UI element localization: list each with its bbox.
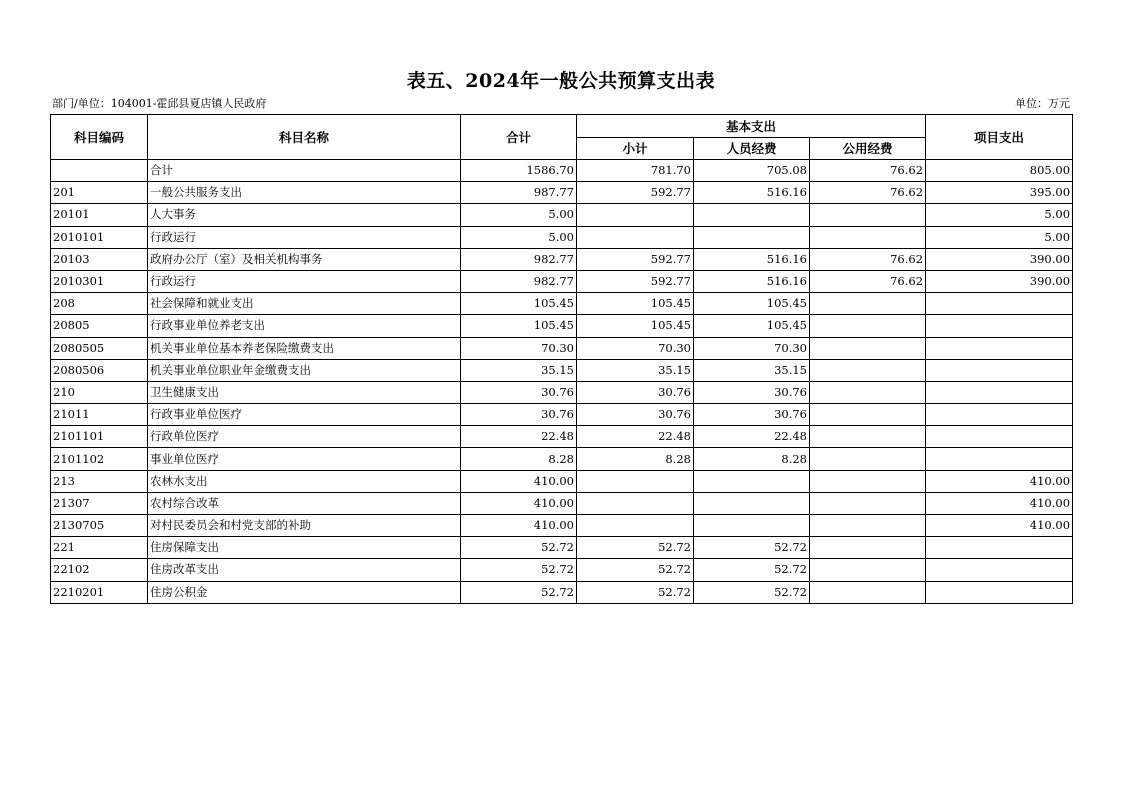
cell-code: 20103 bbox=[51, 248, 148, 270]
cell-subtotal: 8.28 bbox=[577, 448, 694, 470]
cell-project bbox=[926, 315, 1073, 337]
cell-name: 合计 bbox=[148, 160, 461, 182]
cell-name: 人大事务 bbox=[148, 204, 461, 226]
header-name: 科目名称 bbox=[148, 115, 461, 160]
cell-personnel: 516.16 bbox=[694, 248, 810, 270]
cell-public bbox=[810, 448, 926, 470]
budget-table bbox=[50, 114, 1073, 604]
cell-subtotal: 52.72 bbox=[577, 581, 694, 603]
cell-personnel: 22.48 bbox=[694, 426, 810, 448]
cell-project: 390.00 bbox=[926, 270, 1073, 292]
cell-total: 410.00 bbox=[461, 470, 577, 492]
cell-public bbox=[810, 359, 926, 381]
cell-personnel bbox=[694, 226, 810, 248]
cell-name: 住房保障支出 bbox=[148, 537, 461, 559]
cell-project bbox=[926, 381, 1073, 403]
header-public: 公用经费 bbox=[810, 138, 926, 160]
header-code: 科目编码 bbox=[51, 115, 148, 160]
cell-project: 390.00 bbox=[926, 248, 1073, 270]
cell-name: 行政事业单位养老支出 bbox=[148, 315, 461, 337]
cell-code: 21307 bbox=[51, 492, 148, 514]
cell-name: 政府办公厅（室）及相关机构事务 bbox=[148, 248, 461, 270]
cell-subtotal bbox=[577, 470, 694, 492]
cell-public: 76.62 bbox=[810, 270, 926, 292]
cell-personnel: 516.16 bbox=[694, 270, 810, 292]
cell-code: 201 bbox=[51, 182, 148, 204]
cell-subtotal: 105.45 bbox=[577, 315, 694, 337]
cell-project bbox=[926, 426, 1073, 448]
cell-name: 农村综合改革 bbox=[148, 492, 461, 514]
cell-name: 机关事业单位职业年金缴费支出 bbox=[148, 359, 461, 381]
cell-code: 2010301 bbox=[51, 270, 148, 292]
cell-public bbox=[810, 226, 926, 248]
cell-subtotal: 52.72 bbox=[577, 537, 694, 559]
table-body bbox=[51, 160, 1073, 604]
cell-personnel bbox=[694, 515, 810, 537]
table-row bbox=[51, 226, 1073, 248]
cell-code: 208 bbox=[51, 293, 148, 315]
cell-project bbox=[926, 448, 1073, 470]
table-row bbox=[51, 204, 1073, 226]
cell-subtotal bbox=[577, 204, 694, 226]
cell-subtotal: 105.45 bbox=[577, 293, 694, 315]
cell-subtotal: 70.30 bbox=[577, 337, 694, 359]
cell-code bbox=[51, 160, 148, 182]
cell-total: 410.00 bbox=[461, 492, 577, 514]
cell-subtotal: 35.15 bbox=[577, 359, 694, 381]
cell-total: 30.76 bbox=[461, 381, 577, 403]
table-row bbox=[51, 315, 1073, 337]
cell-total: 30.76 bbox=[461, 404, 577, 426]
table-row bbox=[51, 337, 1073, 359]
cell-code: 21011 bbox=[51, 404, 148, 426]
cell-personnel: 705.08 bbox=[694, 160, 810, 182]
cell-project bbox=[926, 337, 1073, 359]
cell-public bbox=[810, 426, 926, 448]
cell-personnel: 516.16 bbox=[694, 182, 810, 204]
unit-line bbox=[52, 97, 1070, 111]
cell-project: 5.00 bbox=[926, 226, 1073, 248]
cell-code: 210 bbox=[51, 381, 148, 403]
cell-name: 机关事业单位基本养老保险缴费支出 bbox=[148, 337, 461, 359]
cell-total: 5.00 bbox=[461, 204, 577, 226]
cell-code: 213 bbox=[51, 470, 148, 492]
cell-total: 987.77 bbox=[461, 182, 577, 204]
cell-name: 行政运行 bbox=[148, 270, 461, 292]
cell-personnel bbox=[694, 204, 810, 226]
cell-total: 52.72 bbox=[461, 581, 577, 603]
cell-subtotal: 30.76 bbox=[577, 404, 694, 426]
cell-code: 221 bbox=[51, 537, 148, 559]
cell-name: 住房改革支出 bbox=[148, 559, 461, 581]
cell-public bbox=[810, 204, 926, 226]
header-basic: 基本支出 bbox=[577, 115, 926, 138]
cell-public: 76.62 bbox=[810, 160, 926, 182]
table-row bbox=[51, 426, 1073, 448]
cell-public bbox=[810, 293, 926, 315]
cell-project: 410.00 bbox=[926, 515, 1073, 537]
cell-name: 事业单位医疗 bbox=[148, 448, 461, 470]
cell-code: 2101101 bbox=[51, 426, 148, 448]
cell-project: 410.00 bbox=[926, 470, 1073, 492]
cell-total: 5.00 bbox=[461, 226, 577, 248]
cell-public: 76.62 bbox=[810, 248, 926, 270]
cell-personnel: 30.76 bbox=[694, 404, 810, 426]
table-row bbox=[51, 270, 1073, 292]
cell-subtotal bbox=[577, 492, 694, 514]
cell-public bbox=[810, 470, 926, 492]
cell-project bbox=[926, 293, 1073, 315]
cell-name: 社会保障和就业支出 bbox=[148, 293, 461, 315]
table-row bbox=[51, 381, 1073, 403]
cell-subtotal: 592.77 bbox=[577, 270, 694, 292]
cell-public bbox=[810, 492, 926, 514]
cell-project bbox=[926, 404, 1073, 426]
header-row-1 bbox=[51, 115, 1073, 138]
cell-code: 2080505 bbox=[51, 337, 148, 359]
cell-name: 行政事业单位医疗 bbox=[148, 404, 461, 426]
table-row bbox=[51, 293, 1073, 315]
cell-public bbox=[810, 537, 926, 559]
cell-public: 76.62 bbox=[810, 182, 926, 204]
unit-label: 单位：万元 bbox=[1015, 97, 1070, 110]
cell-project: 805.00 bbox=[926, 160, 1073, 182]
header-total: 合计 bbox=[461, 115, 577, 160]
cell-public bbox=[810, 404, 926, 426]
cell-total: 22.48 bbox=[461, 426, 577, 448]
cell-name: 一般公共服务支出 bbox=[148, 182, 461, 204]
cell-project bbox=[926, 537, 1073, 559]
table-row bbox=[51, 160, 1073, 182]
cell-personnel: 35.15 bbox=[694, 359, 810, 381]
table-row bbox=[51, 248, 1073, 270]
cell-code: 2210201 bbox=[51, 581, 148, 603]
cell-personnel bbox=[694, 492, 810, 514]
header-subtotal: 小计 bbox=[577, 138, 694, 160]
cell-subtotal: 592.77 bbox=[577, 248, 694, 270]
cell-name: 卫生健康支出 bbox=[148, 381, 461, 403]
header-personnel: 人员经费 bbox=[694, 138, 810, 160]
cell-project bbox=[926, 359, 1073, 381]
table-row bbox=[51, 404, 1073, 426]
department-label: 部门/单位：104001-霍邱县夏店镇人民政府 bbox=[52, 97, 267, 110]
table-row bbox=[51, 581, 1073, 603]
table-row bbox=[51, 448, 1073, 470]
cell-total: 105.45 bbox=[461, 293, 577, 315]
cell-personnel: 70.30 bbox=[694, 337, 810, 359]
page-title: 表五、2024年一般公共预算支出表 bbox=[406, 70, 716, 92]
cell-total: 52.72 bbox=[461, 537, 577, 559]
cell-total: 8.28 bbox=[461, 448, 577, 470]
cell-total: 35.15 bbox=[461, 359, 577, 381]
cell-code: 2080506 bbox=[51, 359, 148, 381]
table-row bbox=[51, 537, 1073, 559]
cell-personnel: 105.45 bbox=[694, 293, 810, 315]
cell-total: 105.45 bbox=[461, 315, 577, 337]
cell-subtotal: 781.70 bbox=[577, 160, 694, 182]
cell-code: 22102 bbox=[51, 559, 148, 581]
cell-public bbox=[810, 559, 926, 581]
cell-total: 1586.70 bbox=[461, 160, 577, 182]
cell-total: 982.77 bbox=[461, 248, 577, 270]
cell-subtotal: 22.48 bbox=[577, 426, 694, 448]
cell-project bbox=[926, 581, 1073, 603]
cell-name: 农林水支出 bbox=[148, 470, 461, 492]
cell-personnel: 8.28 bbox=[694, 448, 810, 470]
cell-total: 410.00 bbox=[461, 515, 577, 537]
cell-personnel: 52.72 bbox=[694, 581, 810, 603]
cell-code: 2101102 bbox=[51, 448, 148, 470]
table-row bbox=[51, 559, 1073, 581]
cell-project: 5.00 bbox=[926, 204, 1073, 226]
cell-project: 410.00 bbox=[926, 492, 1073, 514]
cell-code: 2130705 bbox=[51, 515, 148, 537]
cell-name: 住房公积金 bbox=[148, 581, 461, 603]
cell-name: 对村民委员会和村党支部的补助 bbox=[148, 515, 461, 537]
cell-public bbox=[810, 581, 926, 603]
cell-name: 行政运行 bbox=[148, 226, 461, 248]
table-row bbox=[51, 359, 1073, 381]
cell-personnel: 30.76 bbox=[694, 381, 810, 403]
cell-public bbox=[810, 315, 926, 337]
cell-subtotal: 30.76 bbox=[577, 381, 694, 403]
cell-subtotal bbox=[577, 226, 694, 248]
cell-personnel: 52.72 bbox=[694, 559, 810, 581]
cell-code: 20805 bbox=[51, 315, 148, 337]
cell-personnel: 105.45 bbox=[694, 315, 810, 337]
cell-public bbox=[810, 337, 926, 359]
cell-public bbox=[810, 515, 926, 537]
cell-name: 行政单位医疗 bbox=[148, 426, 461, 448]
table-row bbox=[51, 182, 1073, 204]
cell-subtotal: 52.72 bbox=[577, 559, 694, 581]
cell-total: 52.72 bbox=[461, 559, 577, 581]
cell-project bbox=[926, 559, 1073, 581]
cell-personnel bbox=[694, 470, 810, 492]
cell-subtotal: 592.77 bbox=[577, 182, 694, 204]
cell-total: 70.30 bbox=[461, 337, 577, 359]
table-row bbox=[51, 515, 1073, 537]
cell-personnel: 52.72 bbox=[694, 537, 810, 559]
cell-code: 2010101 bbox=[51, 226, 148, 248]
cell-public bbox=[810, 381, 926, 403]
cell-code: 20101 bbox=[51, 204, 148, 226]
table-row bbox=[51, 470, 1073, 492]
cell-total: 982.77 bbox=[461, 270, 577, 292]
cell-project: 395.00 bbox=[926, 182, 1073, 204]
header-project: 项目支出 bbox=[926, 115, 1073, 160]
cell-subtotal bbox=[577, 515, 694, 537]
table-row bbox=[51, 492, 1073, 514]
